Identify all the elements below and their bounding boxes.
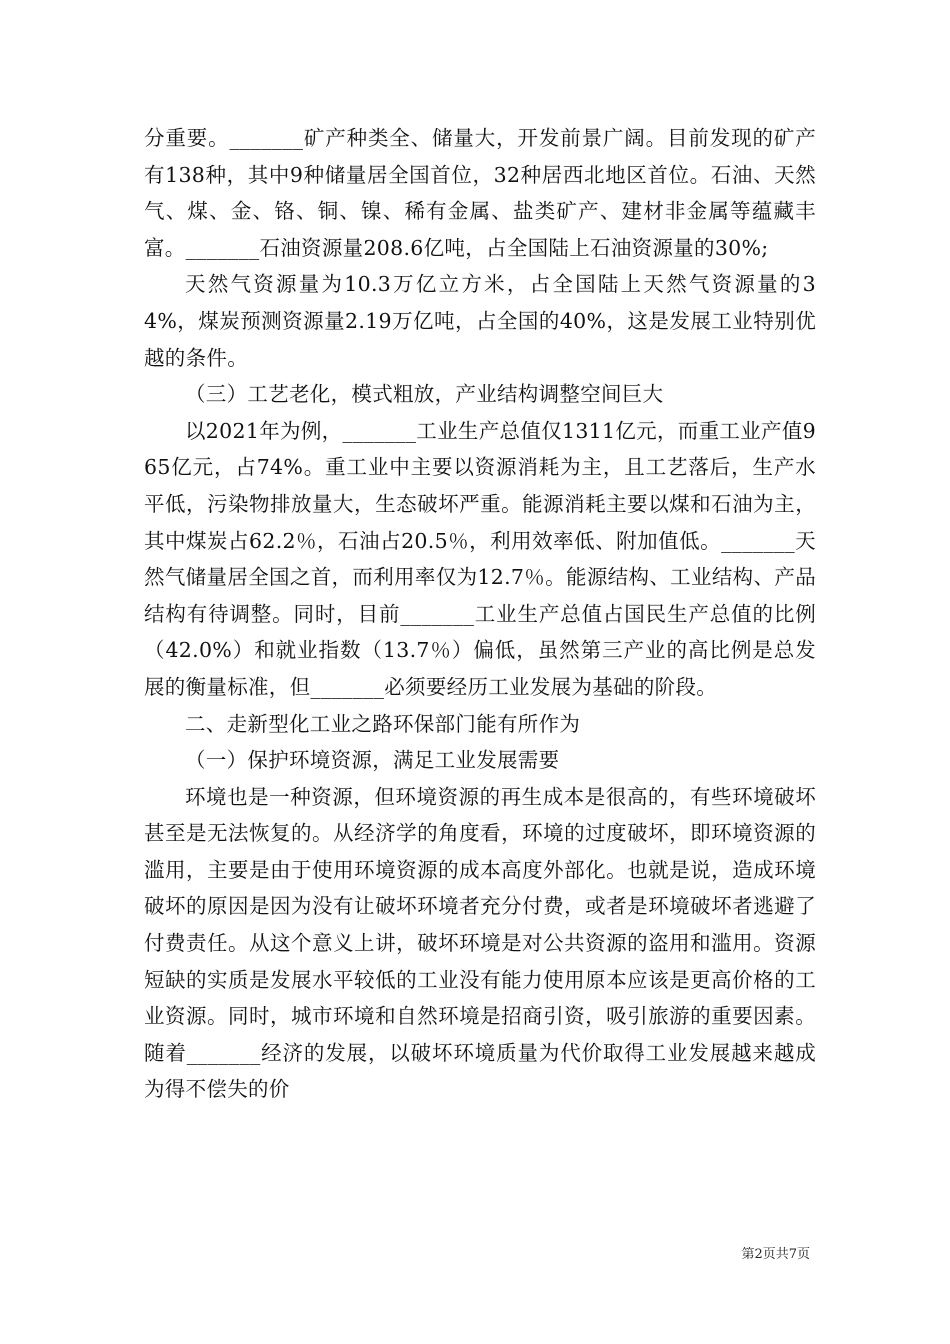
- section-heading-2: 二、走新型化工业之路环保部门能有所作为: [185, 711, 581, 736]
- page-number-footer: 第2页共7页: [741, 1247, 810, 1262]
- paragraph-7: 环境也是一种资源，但环境资源的再生成本是很高的，有些环境破坏甚至是无法恢复的。从经济学的角度看，环境的过度破坏，即环境资源的滥用，主要是由于使用环境资源的成本高度外部化。也就是说，造成环境破坏的原因是因为没有让破坏环境者充分付费，或者是环境破坏者逃避了付费责任。从这个意义上讲，破坏环境是对公共资源的盗用和滥用。资源短缺的实质是发展水平较低的工业没有能力使用原本应该是更高价格的工业资源。同时，城市环境和自然环境是招商引资，吸引旅游的重要因素。随着_______经济的发展，以破坏环境质量为代价取得工业发展越来越成为得不偿失的价: [144, 784, 816, 1102]
- paragraph-4: 以2021年为例，_______工业生产总值仅1311亿元，而重工业产值965亿元，占74%。重工业中主要以资源消耗为主，且工艺落后，生产水平低，污染物排放量大，生态破坏严重。能源消耗主要以煤和石油为主，其中煤炭占62.2％，石油占20.5％，利用效率低、附加值低。_______天然气储量居全国之首，而利用率仅为12.7％。能源结构、工业结构、产品结构有待调整。同时，目前_______工业生产总值占国民生产总值的比例（42.0%）和就业指数（13.7％）偏低，虽然第三产业的高比例是总发展的衡量标准，但_______必须要经历工业发展为基础的阶段。: [144, 418, 816, 699]
- subsection-heading-1: （一）保护环境资源，满足工业发展需要: [185, 748, 560, 773]
- section-heading-3: （三）工艺老化，模式粗放，产业结构调整空间巨大: [185, 382, 664, 407]
- paragraph-1: 分重要。_______矿产种类全、储量大，开发前景广阔。目前发现的矿产有138种，其中9种储量居全国首位，32种居西北地区首位。石油、天然气、煤、金、铬、铜、镍、稀有金属、盐类矿产、建材非金属等蕴藏丰富。_______石油资源量208.6亿吨，占全国陆上石油资源量的30%;: [144, 126, 816, 260]
- document-body: [144, 120, 816, 1108]
- paragraph-2: 天然气资源量为10.3万亿立方米，占全国陆上天然气资源量的34%，煤炭预测资源量2.19万亿吨，占全国的40%，这是发展工业特别优越的条件。: [144, 272, 816, 370]
